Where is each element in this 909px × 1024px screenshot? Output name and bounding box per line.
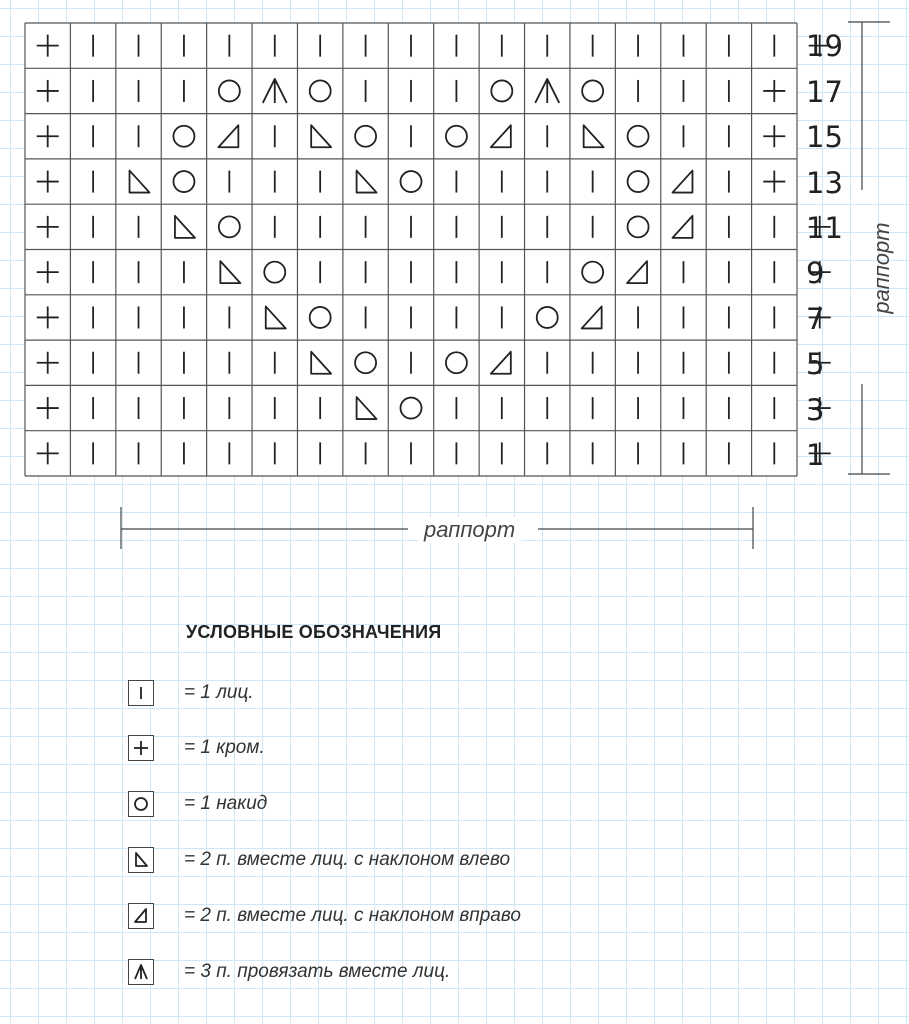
edge-stitch-icon — [128, 735, 154, 761]
horizontal-rapport-label: раппорт — [418, 517, 521, 543]
row-number: 15 — [806, 120, 843, 154]
row-number: 7 — [806, 302, 825, 336]
legend-item — [128, 733, 265, 763]
legend-item-text: = 1 накид — [184, 793, 268, 814]
legend-item — [128, 901, 521, 931]
k2tog-right-icon — [128, 903, 154, 929]
yarn-over-icon — [128, 791, 154, 817]
legend-item — [128, 678, 254, 708]
vertical-rapport-label: раппорт — [869, 222, 894, 314]
legend-title: УСЛОВНЫЕ ОБОЗНАЧЕНИЯ — [186, 622, 442, 642]
row-number: 19 — [806, 29, 843, 63]
k2tog-left-icon — [128, 847, 154, 873]
legend-item-text: = 2 п. вместе лиц. с наклоном вправо — [184, 905, 521, 926]
legend-item-text: = 1 лиц. — [184, 682, 254, 703]
legend-item — [128, 789, 267, 819]
legend-item — [128, 957, 450, 987]
legend-item-text: = 3 п. провязать вместе лиц. — [184, 961, 451, 982]
row-number: 3 — [806, 393, 825, 427]
row-number: 5 — [806, 347, 825, 381]
legend-item-text: = 1 кром. — [184, 737, 265, 758]
row-number: 17 — [806, 75, 843, 109]
row-number: 11 — [806, 211, 843, 245]
row-number: 9 — [806, 256, 825, 290]
legend-item-text: = 2 п. вместе лиц. с наклоном влево — [184, 849, 511, 870]
k3tog-icon — [128, 959, 154, 985]
row-number: 1 — [806, 438, 825, 472]
row-number: 13 — [806, 166, 843, 200]
knit-icon — [128, 680, 154, 706]
legend-item — [128, 845, 510, 875]
